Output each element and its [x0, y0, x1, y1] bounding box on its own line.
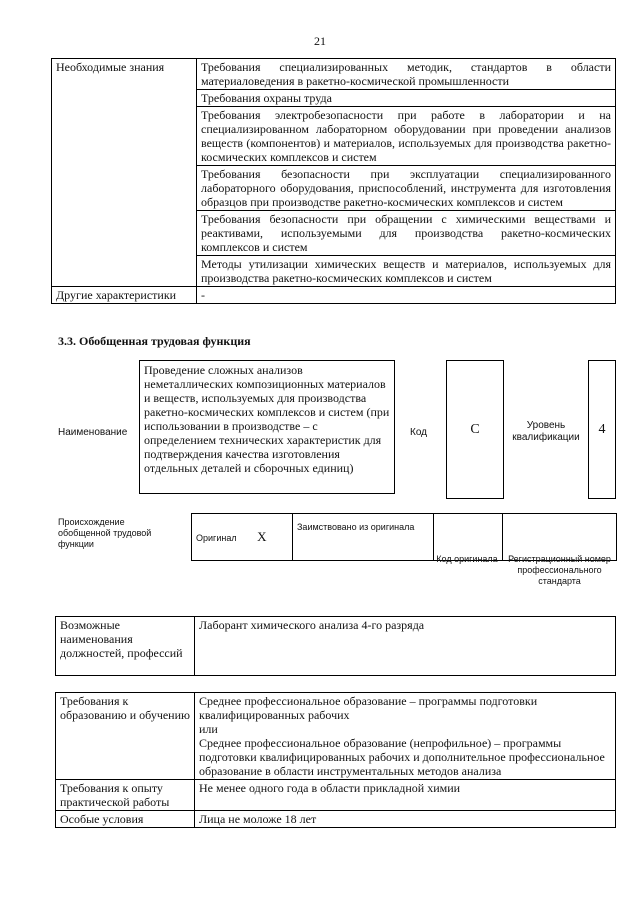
knowledge-item: Требования электробезопасности при работе в лаборатории и на специализированном лабораторном оборудовании при проведении анализов веществ (компонентов) и материалов, используемых для производства ракетно-космических комплексов и систем — [197, 107, 616, 166]
knowledge-item: Требования безопасности при обращении с химическими веществами и реактивами, используемыми для производства ракетно-космических комплексов и систем — [197, 211, 616, 256]
qualification-level-label: Уровень квалификации — [512, 420, 580, 443]
code-label: Код — [410, 427, 428, 438]
positions-label: Возможные наименования должностей, профессий — [56, 617, 195, 676]
knowledge-label: Необходимые знания — [52, 59, 197, 287]
page-number: 21 — [314, 34, 326, 48]
function-name-value: Проведение сложных анализов неметаллических композиционных материалов и веществ, используемых для производства ракетно-космических комплексов и систем (при использовании в производстве – с определением технических характеристик для подтверждения качества изготовления отдельных деталей и сборочных единиц) — [144, 363, 390, 475]
name-label: Наименование — [58, 427, 128, 438]
code-value: C — [470, 421, 480, 437]
registration-number-caption: Регистрационный номер профессионального стандарта — [508, 554, 611, 586]
original-mark: X — [257, 528, 267, 544]
experience-label: Требования к опыту практической работы — [56, 780, 195, 811]
knowledge-item: Требования безопасности при эксплуатации специализированного лабораторного оборудования, приспособлений, инструмента для изготовления образцов при производстве ракетно-космических комплексов и систем — [197, 166, 616, 211]
qualification-level-box — [588, 360, 616, 499]
special-conditions-label: Особые условия — [56, 811, 195, 828]
section-heading: 3.3. Обобщенная трудовая функция — [58, 334, 251, 348]
qualification-level-value: 4 — [598, 421, 606, 437]
borrowed-cell: Заимствовано из оригинала — [293, 514, 434, 561]
knowledge-item: Требования охраны труда — [197, 90, 616, 107]
knowledge-item: Методы утилизации химических веществ и материалов, используемых для производства ракетно-космических комплексов и систем — [197, 256, 616, 287]
original-cell — [192, 514, 293, 561]
education-line-2: Среднее профессиональное образование (непрофильное) – программы подготовки квалифицированных рабочих и дополнительное профессиональное образование в области инструментальных методов анализа — [199, 736, 605, 778]
education-label: Требования к образованию и обучению — [56, 693, 195, 780]
original-label: Оригинал — [196, 532, 237, 543]
original-code-caption: Код оригинала — [436, 554, 498, 564]
education-or: или — [199, 722, 218, 736]
code-box — [446, 360, 504, 499]
origin-label: Происхождение обобщенной трудовой функции — [58, 517, 152, 549]
knowledge-item: Требования специализированных методик, стандартов в области материаловедения в ракетно-космической промышленности — [197, 59, 616, 90]
education-value — [195, 693, 616, 780]
education-line-1: Среднее профессиональное образование – программы подготовки квалифицированных рабочих — [199, 694, 538, 722]
positions-value: Лаборант химического анализа 4-го разряда — [195, 617, 616, 676]
function-name-box — [139, 360, 395, 494]
special-conditions-value: Лица не моложе 18 лет — [195, 811, 616, 828]
other-characteristics-value: - — [197, 287, 616, 304]
positions-table — [55, 616, 616, 676]
other-characteristics-label: Другие характеристики — [52, 287, 197, 304]
experience-value: Не менее одного года в области прикладной химии — [195, 780, 616, 811]
requirements-table — [55, 692, 616, 828]
knowledge-table — [51, 58, 616, 304]
